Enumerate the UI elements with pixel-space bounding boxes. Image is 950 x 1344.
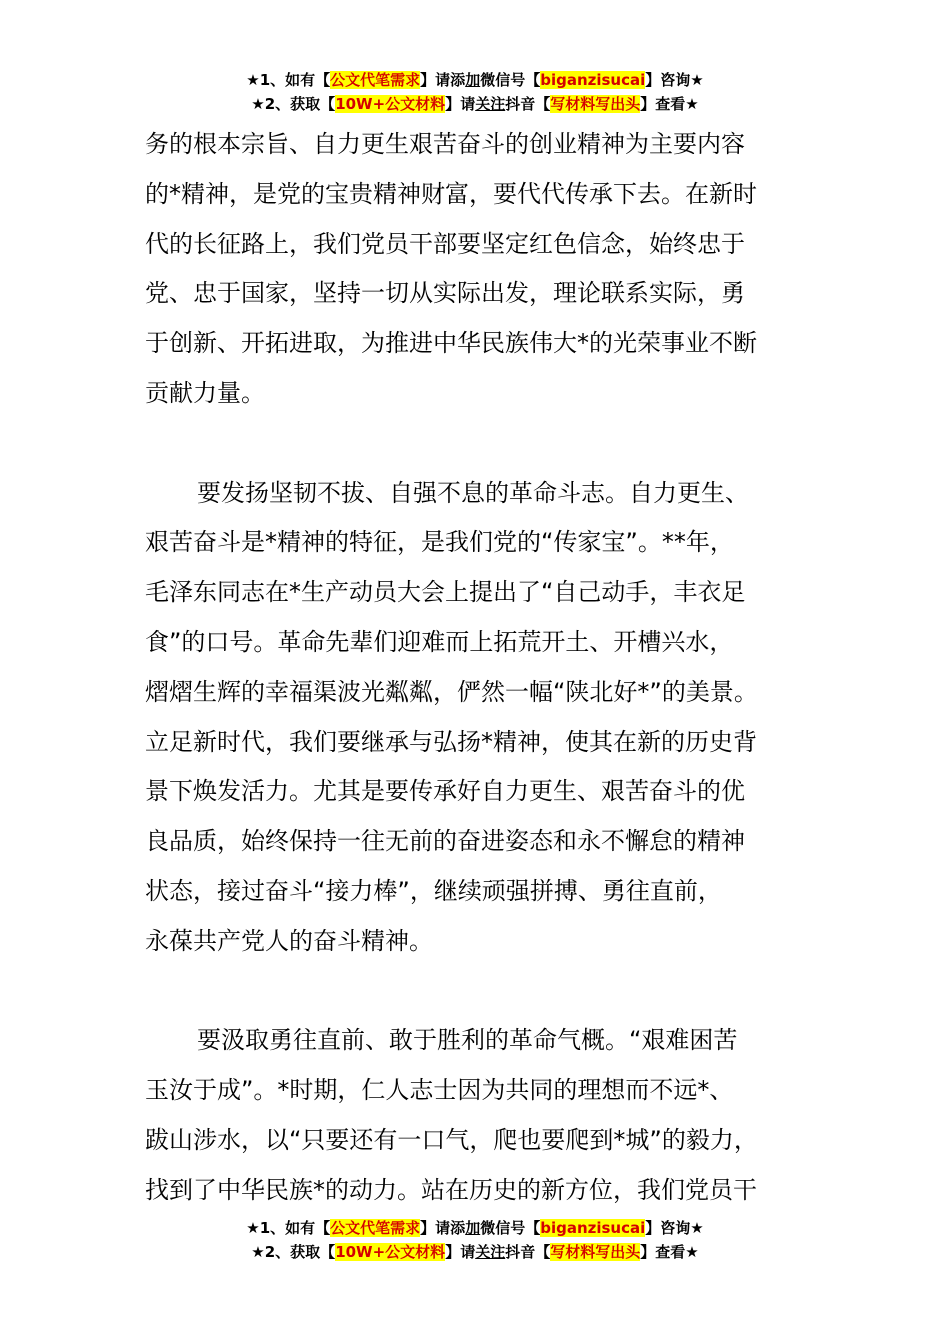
- banner-line-1: ★1、如有【公文代笔需求】请添加微信号【biganzisucai】咨询★: [246, 71, 704, 89]
- text-line: 毛泽东同志在*生产动员大会上提出了“自己动手，丰衣足: [145, 578, 746, 607]
- text-line: 熠熠生辉的幸福渠波光粼粼，俨然一幅“陕北好*”的美景。: [145, 677, 758, 706]
- text-line: 的*精神，是党的宝贵精神财富，要代代传承下去。在新时: [145, 179, 757, 208]
- highlight-materials: 10W+公文材料: [335, 95, 446, 113]
- footer-banner: [0, 1216, 950, 1264]
- header-banner: [0, 68, 950, 116]
- banner-line-2: ★2、获取【10W+公文材料】请关注抖音【写材料写出头】查看★: [251, 95, 699, 113]
- text-line: 食”的口号。革命先辈们迎难而上拓荒开土、开槽兴水，: [145, 627, 734, 656]
- paragraph-gap: [145, 419, 835, 469]
- banner-line-2: ★2、获取【10W+公文材料】请关注抖音【写材料写出头】查看★: [251, 1243, 699, 1261]
- text-line: 代的长征路上，我们党员干部要坚定红色信念，始终忠于: [145, 229, 745, 258]
- text-line: 党、忠于国家，坚持一切从实际出发，理论联系实际，勇: [145, 279, 745, 308]
- text-line: 务的根本宗旨、自力更生艰苦奋斗的创业精神为主要内容: [145, 130, 745, 158]
- text-line: 立足新时代，我们要继承与弘扬*精神，使其在新的历史背: [145, 727, 757, 756]
- paragraph-start: 要发扬坚韧不拔、自强不息的革命斗志。自力更生、: [197, 478, 749, 507]
- paragraph-gap: [145, 967, 835, 1017]
- text-line: 景下焕发活力。尤其是要传承好自力更生、艰苦奋斗的优: [145, 777, 745, 806]
- banner-line-1: ★1、如有【公文代笔需求】请添加微信号【biganzisucai】咨询★: [246, 1219, 704, 1237]
- document-body: [145, 120, 835, 1216]
- paragraph-start: 要汲取勇往直前、敢于胜利的革命气概。“艰难困苦: [197, 1026, 738, 1055]
- highlight-service: 公文代笔需求: [330, 1219, 421, 1237]
- highlight-douyin: 写材料写出头: [550, 95, 641, 113]
- text-line: 找到了中华民族*的动力。站在历史的新方位，我们党员干: [145, 1175, 757, 1204]
- text-line: 状态，接过奋斗“接力棒”，继续顽强拼搏、勇往直前，: [145, 876, 722, 905]
- highlight-wechat-id: biganzisucai: [540, 1219, 646, 1237]
- text-line: 永葆共产党人的奋斗精神。: [145, 926, 433, 955]
- text-line: 良品质，始终保持一往无前的奋进姿态和永不懈怠的精神: [145, 827, 745, 856]
- text-line: 艰苦奋斗是*精神的特征，是我们党的“传家宝”。**年，: [145, 528, 734, 557]
- text-line: 贡献力量。: [145, 378, 265, 407]
- text-line: 于创新、开拓进取，为推进中华民族伟大*的光荣事业不断: [145, 329, 757, 358]
- highlight-douyin: 写材料写出头: [550, 1243, 641, 1261]
- text-line: 跋山涉水，以“只要还有一口气，爬也要爬到*城”的毅力，: [145, 1125, 758, 1154]
- highlight-wechat-id: biganzisucai: [540, 71, 646, 89]
- text-line: 玉汝于成”。*时期，仁人志士因为共同的理想而不远*、: [145, 1076, 734, 1105]
- highlight-materials: 10W+公文材料: [335, 1243, 446, 1261]
- highlight-service: 公文代笔需求: [330, 71, 421, 89]
